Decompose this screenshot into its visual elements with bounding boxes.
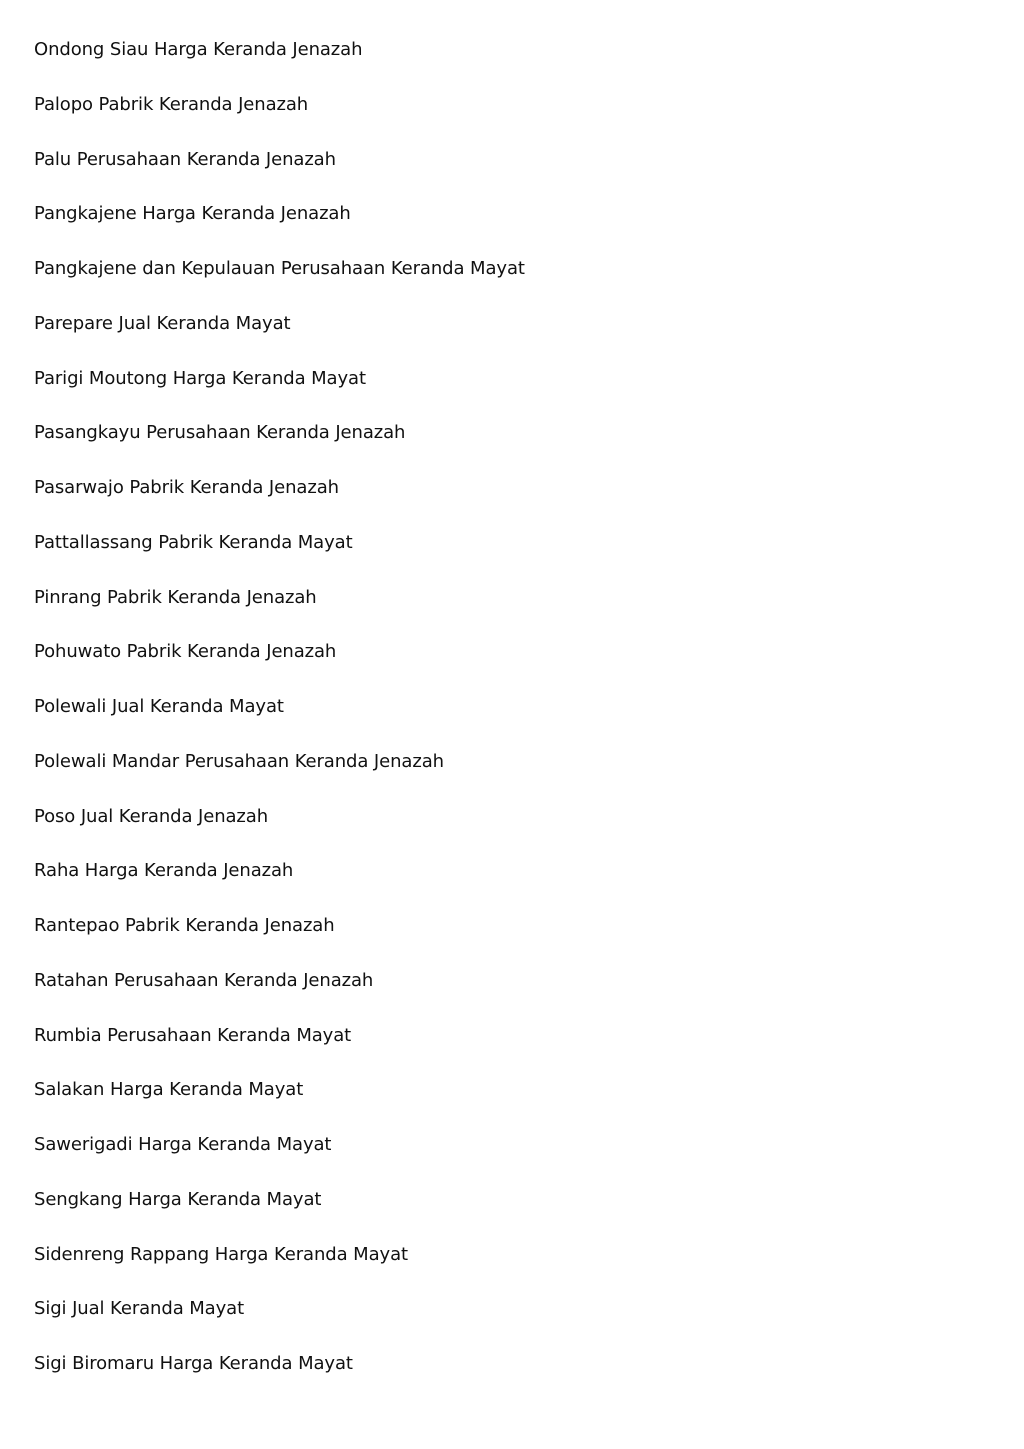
text-line: Rantepao Pabrik Keranda Jenazah (34, 915, 335, 936)
text-line: Parepare Jual Keranda Mayat (34, 312, 291, 334)
text-line: Ondong Siau Harga Keranda Jenazah (34, 39, 363, 60)
text-line: Polewali Mandar Perusahaan Keranda Jenazah (34, 750, 444, 772)
text-line: Raha Harga Keranda Jenazah (34, 860, 294, 882)
text-line: Palu Perusahaan Keranda Jenazah (34, 148, 336, 170)
text-line: Sengkang Harga Keranda Mayat (34, 1188, 322, 1210)
text-line: Sigi Jual Keranda Mayat (34, 1298, 245, 1320)
text-line: Polewali Jual Keranda Mayat (34, 696, 284, 717)
text-line-list (34, 36, 525, 1405)
text-line: Poso Jual Keranda Jenazah (34, 805, 269, 827)
text-line: Parigi Moutong Harga Keranda Mayat (34, 367, 366, 389)
text-line: Sidenreng Rappang Harga Keranda Mayat (34, 1243, 408, 1265)
text-line: Pohuwato Pabrik Keranda Jenazah (34, 641, 337, 663)
text-line: Sigi Biromaru Harga Keranda Mayat (34, 1353, 353, 1374)
text-line: Palopo Pabrik Keranda Jenazah (34, 93, 309, 115)
text-line: Pasarwajo Pabrik Keranda Jenazah (34, 477, 339, 498)
text-line: Pangkajene dan Kepulauan Perusahaan Keranda Mayat (34, 258, 525, 279)
text-line: Pattallassang Pabrik Keranda Mayat (34, 531, 353, 553)
text-line: Pangkajene Harga Keranda Jenazah (34, 203, 351, 225)
text-line: Salakan Harga Keranda Mayat (34, 1079, 304, 1101)
text-line: Rumbia Perusahaan Keranda Mayat (34, 1024, 352, 1046)
text-line: Ratahan Perusahaan Keranda Jenazah (34, 969, 374, 991)
text-line: Pinrang Pabrik Keranda Jenazah (34, 586, 317, 608)
text-line: Sawerigadi Harga Keranda Mayat (34, 1134, 332, 1155)
text-line: Pasangkayu Perusahaan Keranda Jenazah (34, 422, 406, 444)
